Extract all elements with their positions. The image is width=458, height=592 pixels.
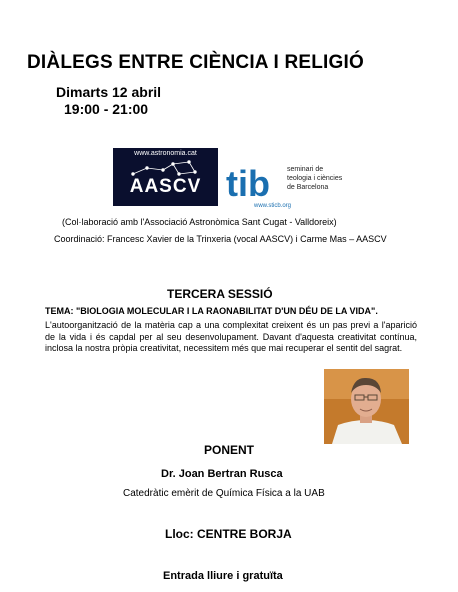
tib-text-line1: seminari de (287, 166, 324, 173)
tib-url: www.sticb.org (254, 203, 292, 209)
speaker-name: Dr. Joan Bertran Rusca (161, 468, 283, 480)
session-heading: TERCERA SESSIÓ (167, 287, 273, 301)
event-date: Dimarts 12 abril (56, 84, 162, 100)
tib-logo-name: tib (226, 163, 270, 202)
tib-text (287, 165, 367, 192)
tib-logo-icon (226, 162, 286, 202)
tib-text-line3: de Barcelona (287, 184, 329, 191)
aascv-logo (113, 148, 218, 206)
session-description: L'autoorganització de la matèria cap a una complexitat creixent és un pas previ a l'aparició de la vida i és capdal per al seu desenvolupament. Davant d'aquesta creativitat contínua, inclosa la nostra pròpia creativitat, necessitem més que mai recuperar el sentit del sagrat. (45, 320, 417, 353)
coordination-note: Coordinació: Francesc Xavier de la Trinxeria (vocal AASCV) i Carme Mas – AASCV (54, 234, 387, 244)
speaker-role: Catedràtic emèrit de Química Física a la UAB (123, 488, 325, 499)
aascv-name: AASCV (129, 176, 202, 197)
tib-text-line2: teologia i ciències (287, 175, 343, 182)
entrance-note: Entrada lliure i gratuïta (163, 570, 283, 582)
theme-title: TEMA: "BIOLOGIA MOLECULAR I LA RAONABILITAT D'UN DÉU DE LA VIDA". (45, 306, 378, 316)
ponent-label: PONENT (204, 443, 255, 457)
aascv-url: www.astronomia.cat (134, 150, 197, 157)
speaker-photo (324, 369, 409, 444)
event-title: DIÀLEGS ENTRE CIÈNCIA I RELIGIÓ (27, 52, 364, 73)
event-location: Lloc: CENTRE BORJA (165, 527, 292, 541)
event-time: 19:00 - 21:00 (64, 101, 149, 117)
collaboration-note: (Col·laboració amb l'Associació Astronòmica Sant Cugat - Valldoreix) (62, 217, 337, 227)
